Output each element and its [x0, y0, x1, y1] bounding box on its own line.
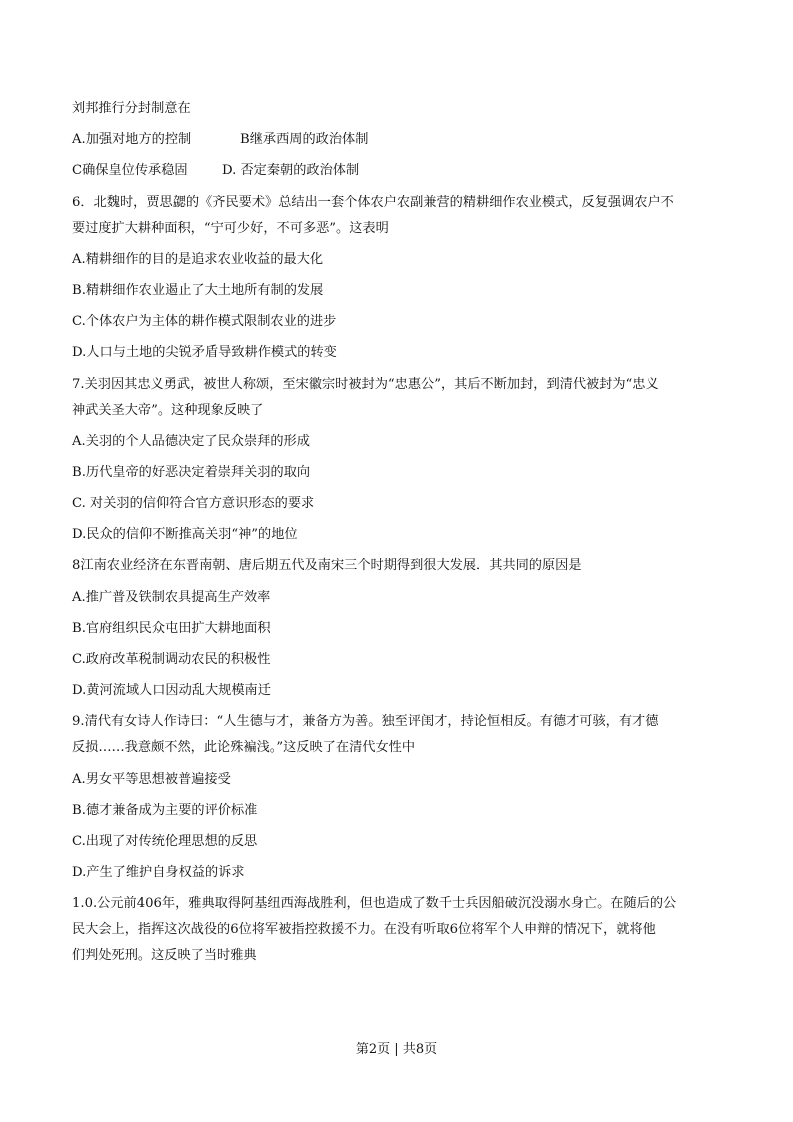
q5-option-b: B继承西周的政治体制	[240, 132, 369, 148]
q10-stem-line3: 们判处死刑。这反映了当时雅典	[72, 948, 257, 964]
q9-option-b: B.德才兼备成为主要的评价标准	[72, 802, 258, 818]
q5-stem-continued: 刘邦推行分封制意在	[72, 101, 191, 116]
q8-option-b: B.官府组织民众屯田扩大耕地面积	[72, 620, 271, 636]
q6-option-a: A.精耕细作的目的是追求农业收益的最大化	[72, 251, 324, 267]
q5-option-a: A.加强对地方的控制	[72, 132, 192, 148]
q6-option-c: C.个体农户为主体的耕作模式限制农业的进步	[72, 314, 337, 330]
q7-option-c: C. 对关羽的信仰符合官方意识形态的要求	[72, 496, 315, 512]
q6-option-d: D.人口与土地的尖锐矛盾导致耕作模式的转变	[72, 345, 337, 361]
q5-options-row-1	[72, 131, 732, 149]
q7-option-d: D.民众的信仰不断推高关羽“神”的地位	[72, 527, 298, 543]
q9-option-a: A.男女平等思想被普遍接受	[72, 771, 231, 787]
q9-stem-line2: 反损……我意颇不然，此论殊褊浅。”这反映了在清代女性中	[72, 740, 416, 756]
q5-option-d: D. 否定秦朝的政治体制	[222, 163, 360, 179]
q6-stem-line2: 要过度扩大耕种面积，“宁可少好，不可多恶”。这表明	[72, 220, 389, 236]
q8-option-a: A.推广普及铁制农具提高生产效率	[72, 589, 271, 605]
q7-stem-line2: 神武关圣大帝”。这种现象反映了	[72, 402, 264, 418]
q10-stem-line2: 民大会上，指挥这次战役的6位将军被指控救援不力。在没有听取6位将军个人申辩的情况下，就将他	[72, 922, 656, 938]
q7-option-a: A.关羽的个人品德决定了民众崇拜的形成	[72, 433, 310, 449]
q8-stem: 8江南农业经济在东晋南朝、唐后期五代及南宋三个时期得到很大发展．其共同的原因是	[72, 558, 582, 574]
q6-stem: 6．北魏时，贾思勰的《齐民要术》总结出一套个体农户农副兼营的精耕细作农业模式，反复强调农户不	[72, 194, 674, 210]
q9-option-d: D.产生了维护自身权益的诉求	[72, 865, 245, 881]
q5-option-c: C确保皇位传承稳固	[72, 163, 188, 179]
q8-option-d: D.黄河流域人口因动乱大规模南迁	[72, 683, 271, 699]
q9-stem: 9.清代有女诗人作诗曰：“人生德与才，兼备方为善。独至评闺才，持论恒相反。有德才可骇，有才德	[72, 714, 659, 730]
q9-option-c: C.出现了对传统伦理思想的反思	[72, 833, 258, 849]
question-content	[72, 100, 732, 965]
q7-option-b: B.历代皇帝的好恶决定着崇拜关羽的取向	[72, 464, 311, 480]
q7-stem: 7.关羽因其忠义勇武，被世人称颂，至宋徽宗时被封为“忠惠公”，其后不断加封，到清代被封为“忠义	[72, 376, 659, 392]
q8-option-c: C.政府改革税制调动农民的积极性	[72, 652, 271, 667]
page-footer: 第2页 | 共8页	[355, 1042, 438, 1057]
q10-stem: 1.0.公元前406年，雅典取得阿基纽西海战胜利，但也造成了数千士兵因船破沉没溺水身亡。在随后的公	[72, 896, 677, 912]
q6-option-b: B.精耕细作农业遏止了大土地所有制的发展	[72, 282, 324, 298]
q5-options-row-2	[72, 162, 732, 180]
